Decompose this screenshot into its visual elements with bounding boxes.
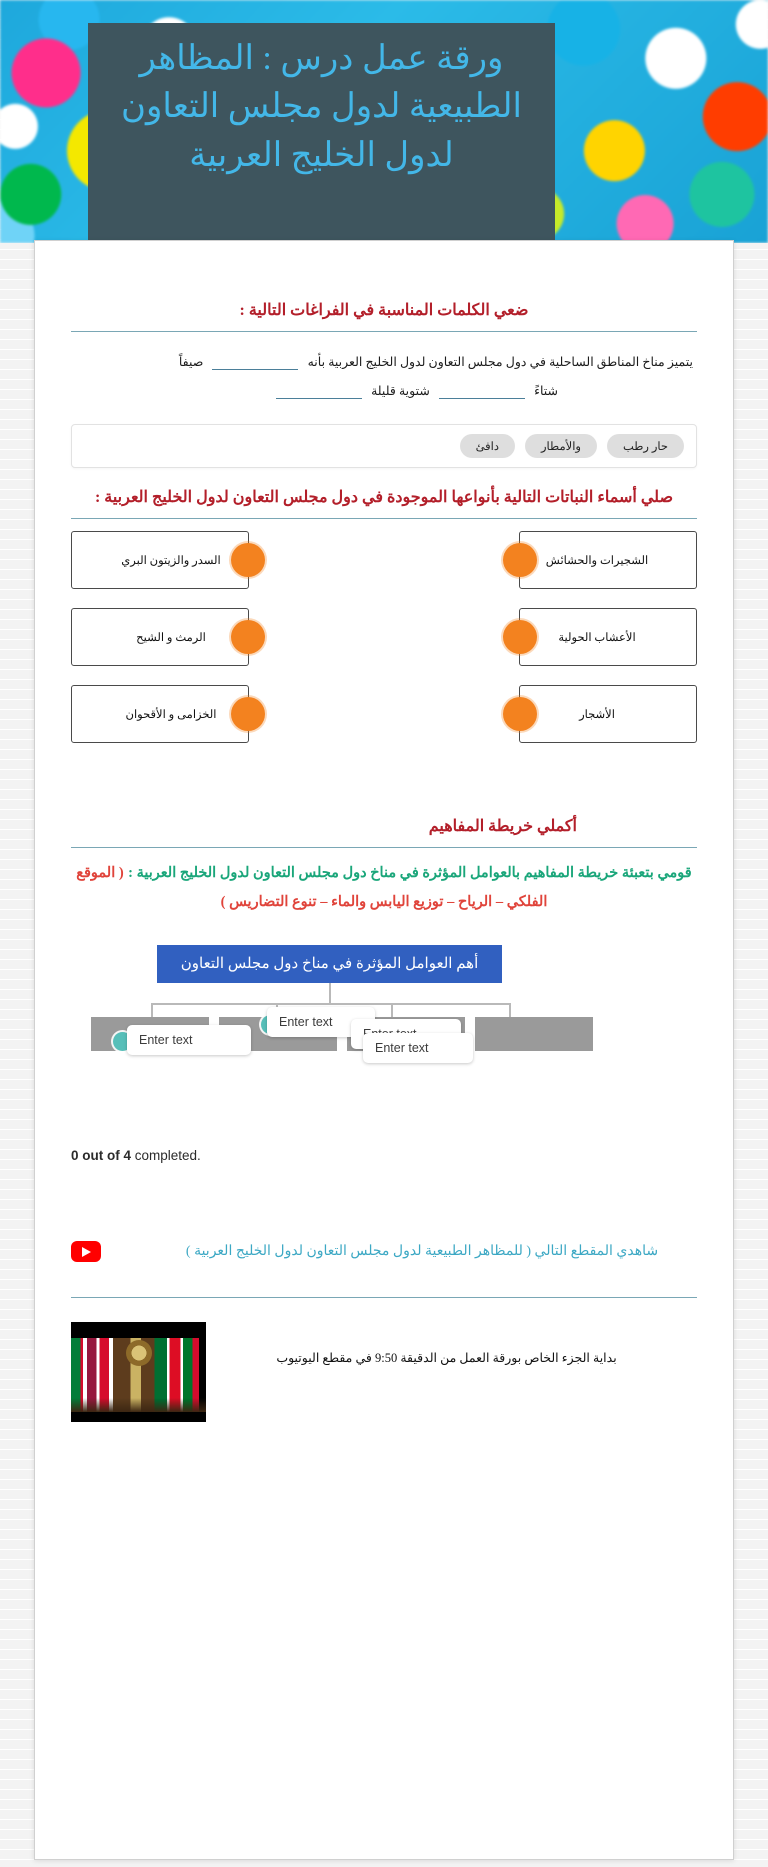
progress-count: 0 out of 4 <box>71 1147 131 1163</box>
match-option-left-3[interactable] <box>71 685 249 743</box>
match-dot-icon[interactable] <box>503 620 537 654</box>
divider <box>71 1297 697 1298</box>
blank-input-2[interactable] <box>439 385 525 399</box>
page-title: ورقة عمل درس : المظاهر الطبيعية لدول مجلس التعاون لدول الخليج العربية <box>121 40 522 174</box>
divider <box>71 518 697 519</box>
word-chip-1[interactable]: حار رطب <box>607 434 684 458</box>
footer-note: بداية الجزء الخاص بورقة العمل من الدقيقة 9:50 في مقطع اليوتيوب <box>276 1351 617 1366</box>
match-label: الشجيرات والحشائش <box>545 554 649 567</box>
match-option-right-2[interactable] <box>519 608 697 666</box>
word-chip-3[interactable]: دافئ <box>460 434 515 458</box>
match-label: الأشجار <box>579 708 615 721</box>
match-dot-icon[interactable] <box>231 543 265 577</box>
progress-suffix: completed. <box>131 1147 201 1163</box>
sentence-text-2: صيفاً <box>178 355 204 369</box>
match-dot-icon[interactable] <box>231 620 265 654</box>
concept-map <box>71 941 697 1096</box>
instruction-text-green: قومي بتعبئة خريطة المفاهيم بالعوامل المؤثرة في مناخ دول مجلس التعاون لدول الخليج العربية : <box>128 864 692 881</box>
match-option-left-1[interactable] <box>71 531 249 589</box>
concept-input-1[interactable]: Enter text <box>127 1025 251 1055</box>
instruction-text-red: ( الموقع الفلكي – الرياح – توزيع اليابس والماء – تنوع التضاريس ) <box>76 864 548 911</box>
match-label: الأعشاب الحولية <box>558 631 636 644</box>
matching-row <box>71 531 697 589</box>
match-dot-icon[interactable] <box>503 697 537 731</box>
section1-heading: ضعي الكلمات المناسبة في الفراغات التالية : <box>239 302 529 319</box>
video-link-row <box>71 1241 697 1263</box>
sentence-text-1: يتميز مناخ المناطق الساحلية في دول مجلس التعاون لدول الخليج العربية بأنه <box>307 355 693 369</box>
flags-artwork <box>71 1338 206 1412</box>
connector-horizontal <box>151 1003 511 1005</box>
sentence-text-4: شتوية قليلة <box>371 383 430 398</box>
connector-branch-3 <box>391 1003 393 1017</box>
connector-branch-4 <box>509 1003 511 1017</box>
word-chip-2[interactable]: والأمطار <box>525 434 597 458</box>
worksheet-sheet <box>34 240 734 1860</box>
concept-box-4 <box>475 1017 593 1051</box>
progress-status <box>71 1148 697 1163</box>
match-label: السدر والزيتون البري <box>121 554 221 567</box>
match-dot-icon[interactable] <box>503 543 537 577</box>
match-option-right-3[interactable] <box>519 685 697 743</box>
fill-in-the-blank-block <box>71 342 697 408</box>
matching-exercise <box>71 531 697 743</box>
matching-row <box>71 608 697 666</box>
match-option-right-1[interactable] <box>519 531 697 589</box>
divider <box>71 847 697 848</box>
video-link-text[interactable]: شاهدي المقطع التالي ( للمظاهر الطبيعية لدول مجلس التعاون لدول الخليج العربية ) <box>185 1243 659 1259</box>
section3-instruction <box>71 858 697 917</box>
concept-input-4[interactable]: Enter text <box>363 1033 473 1063</box>
matching-row <box>71 685 697 743</box>
gcc-flags-image <box>71 1322 206 1422</box>
section2-heading: صلي أسماء النباتات التالية بأنواعها الموجودة في دول مجلس التعاون لدول الخليج العربية : <box>94 488 674 506</box>
footer-row <box>71 1322 697 1422</box>
divider <box>71 331 697 332</box>
concept-input-2[interactable]: Enter text <box>267 1007 375 1037</box>
youtube-icon[interactable] <box>71 1241 101 1262</box>
blank-input-3[interactable] <box>276 385 362 399</box>
match-option-left-2[interactable] <box>71 608 249 666</box>
connector-vertical-main <box>329 983 331 1005</box>
section3-heading: أكملي خريطة المفاهيم <box>428 817 577 835</box>
match-label: الرمث و الشيح <box>136 631 206 644</box>
sentence-text-3: شتاءً <box>534 383 559 398</box>
blank-input-1[interactable] <box>212 356 298 370</box>
fill-row-2 <box>75 377 693 406</box>
match-label: الخزامى و الأقحوان <box>125 708 217 721</box>
concept-map-root: أهم العوامل المؤثرة في مناخ دول مجلس التعاون <box>157 945 502 983</box>
match-dot-icon[interactable] <box>231 697 265 731</box>
header-banner <box>0 0 768 243</box>
fill-row-1 <box>75 348 693 377</box>
word-bank <box>71 424 697 468</box>
connector-branch-1 <box>151 1003 153 1017</box>
banner-title-box <box>88 23 555 243</box>
spacer <box>71 743 697 797</box>
